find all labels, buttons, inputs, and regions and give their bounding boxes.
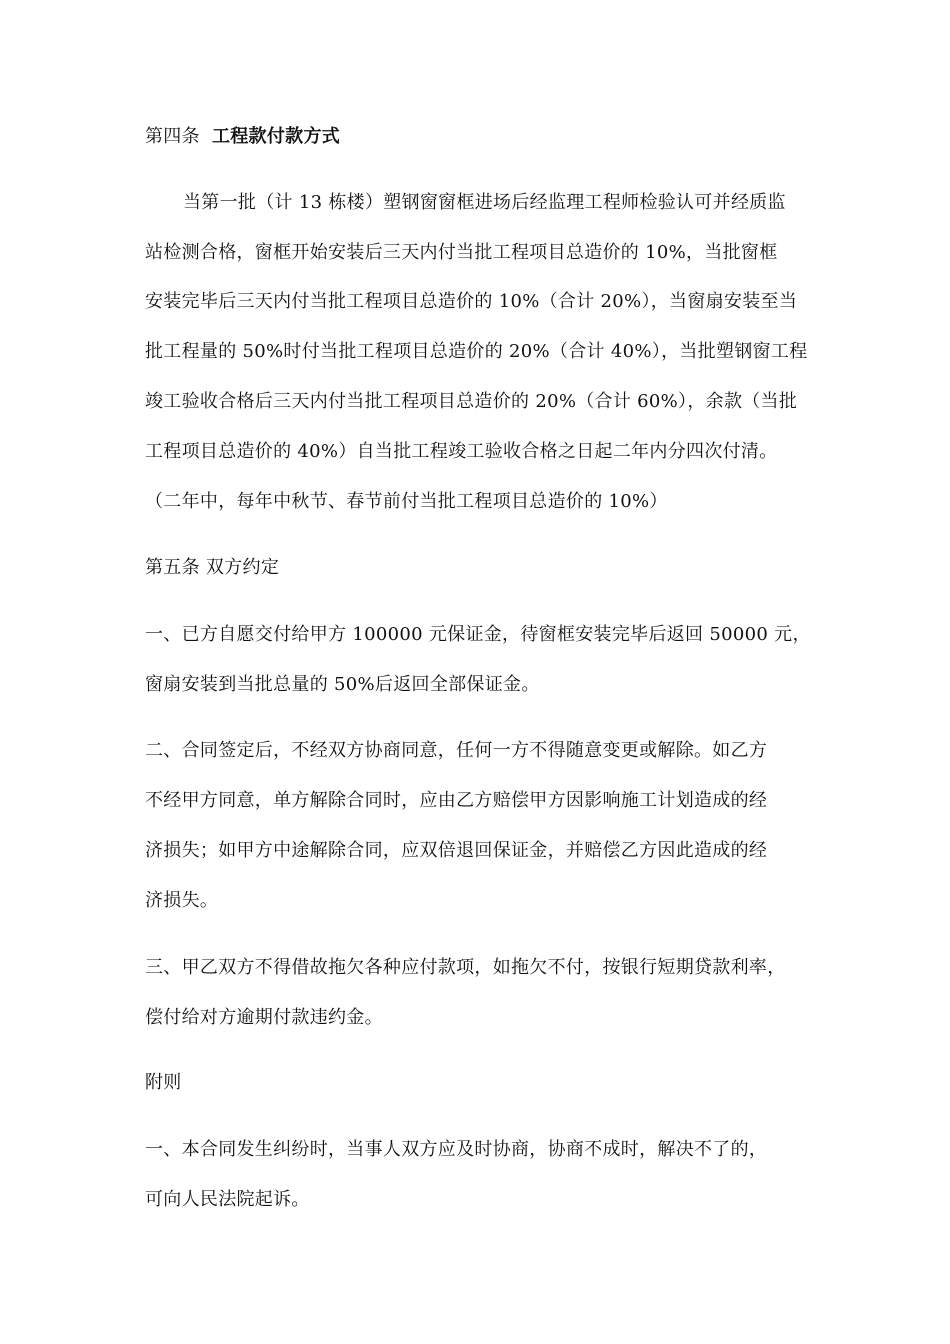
article-5-clause-3-line-1: 三、甲乙双方不得借故拖欠各种应付款项，如拖欠不付，按银行短期贷款利率，	[145, 957, 786, 978]
article-5-clause-2-line-4: 济损失。	[145, 890, 219, 911]
article-5-clause-2-line-3: 济损失；如甲方中途解除合同，应双倍退回保证金，并赔偿乙方因此造成的经	[145, 840, 768, 861]
article-5-heading: 第五条 双方约定	[145, 557, 280, 578]
article-4-line-3: 安装完毕后三天内付当批工程项目总造价的 10%（合计 20%），当窗扇安装至当	[145, 291, 798, 312]
article-4-line-6: 工程项目总造价的 40%）自当批工程竣工验收合格之日起二年内分四次付清。	[145, 441, 778, 462]
article-5-clause-1-line-2: 窗扇安装到当批总量的 50%后返回全部保证金。	[145, 674, 540, 695]
article-4-line-1: 当第一批（计 13 栋楼）塑钢窗窗框进场后经监理工程师检验认可并经质监	[183, 192, 786, 213]
article-4-line-4: 批工程量的 50%时付当批工程项目总造价的 20%（合计 40%），当批塑钢窗工程	[145, 341, 808, 362]
article-4-heading	[145, 125, 340, 149]
article-4-line-5: 竣工验收合格后三天内付当批工程项目总造价的 20%（合计 60%），余款（当批	[145, 391, 798, 412]
appendix-heading: 附则	[145, 1072, 182, 1093]
article-4-line-7: （二年中，每年中秋节、春节前付当批工程项目总造价的 10%）	[145, 491, 668, 512]
article-5-clause-2-line-2: 不经甲方同意，单方解除合同时，应由乙方赔偿甲方因影响施工计划造成的经	[145, 790, 768, 811]
article-4-line-2: 站检测合格，窗框开始安装后三天内付当批工程项目总造价的 10%，当批窗框	[145, 242, 778, 263]
article-5-clause-3-line-2: 偿付给对方逾期付款违约金。	[145, 1007, 383, 1028]
article-4-title: 工程款付款方式	[211, 126, 341, 147]
appendix-clause-1-line-2: 可向人民法院起诉。	[145, 1189, 310, 1210]
article-4-label: 第四条	[145, 126, 200, 147]
article-5-clause-2-line-1: 二、合同签定后，不经双方协商同意，任何一方不得随意变更或解除。如乙方	[145, 740, 768, 761]
article-5-clause-1-line-1: 一、已方自愿交付给甲方 100000 元保证金，待窗框安装完毕后返回 50000 元，	[145, 624, 811, 645]
appendix-clause-1-line-1: 一、本合同发生纠纷时，当事人双方应及时协商，协商不成时，解决不了的，	[145, 1139, 768, 1160]
